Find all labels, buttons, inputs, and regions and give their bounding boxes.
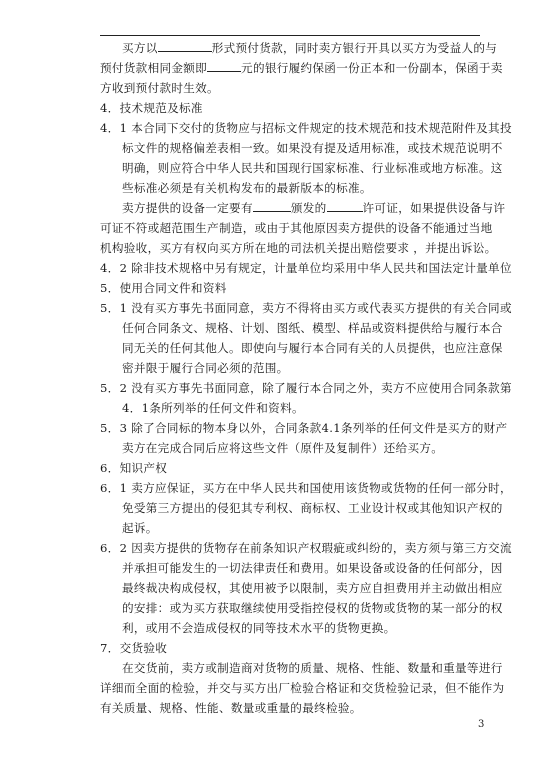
fill-blank	[207, 60, 241, 72]
paragraph-line: 可证不符或超范围生产制造，或由于其他原因卖方提供的设备不能通过当地	[100, 221, 493, 235]
paragraph-line: 预付货款相同金额即 元的银行履约保函一份正本和一份副本，保函于卖	[100, 61, 503, 75]
clause-line: 最终裁决构成侵权，其使用被予以限制，卖方应自担费用并主动做出相应	[122, 581, 503, 595]
clause-line: 5．1 没有买方事先书面同意，卖方不得将由买方或代表买方提供的有关合同或	[100, 301, 512, 315]
clause-line: 密并限于履行合同必须的范围。	[122, 361, 289, 375]
section-heading: 6．知识产权	[100, 461, 168, 475]
clause-line: 些标准必须是有关机构发布的最新版本的标准。	[122, 181, 372, 195]
section-heading: 5．使用合同文件和资料	[100, 281, 227, 295]
section-heading: 4．技术规范及标准	[100, 101, 203, 115]
fill-blank	[327, 200, 363, 212]
clause-line: 标文件的规格偏差表相一致。如果没有提及适用标准，或技术规范说明不	[122, 141, 503, 155]
clause-line: 5．3 除了合同标的物本身以外，合同条款4.1条列举的任何文件是买方的财产	[100, 421, 508, 435]
clause-line: 6．2 因卖方提供的货物存在前条知识产权瑕疵或纠纷的，卖方须与第三方交流	[100, 541, 512, 555]
clause-line: 4．1条所列举的任何文件和资料。	[122, 401, 304, 415]
paragraph-line: 详细而全面的检验，并交与买方出厂检验合格证和交货检验记录，但不能作为	[100, 681, 505, 695]
clause-line: 卖方在完成合同后应将这些文件（原件及复制件）还给买方。	[122, 441, 444, 455]
fill-blank	[158, 40, 212, 52]
paragraph-line: 买方以 形式预付货款，同时卖方银行开具以买方为受益人的与	[122, 41, 498, 55]
paragraph-line: 机构验收，买方有权向买方所在地的司法机关提出赔偿要求 ，并提出诉讼。	[100, 241, 497, 255]
paragraph-line: 有关质量、规格、性能、数量或重量的最终检验。	[100, 701, 362, 715]
section-heading: 7．交货验收	[100, 641, 168, 655]
paragraph-line: 卖方提供的设备一定要有 颁发的 许可证，如果提供设备与许	[122, 201, 506, 215]
clause-line: 并承担可能发生的一切法律责任和费用。如果设备或设备的任何部分，因	[122, 561, 503, 575]
fill-blank	[253, 200, 291, 212]
page-number: 3	[478, 719, 485, 730]
clause-line: 利，或用不会造成侵权的同等技术水平的货物更换。	[122, 621, 396, 635]
clause-line: 同无关的任何其他人。即使向与履行本合同有关的人员提供，也应注意保	[122, 341, 503, 355]
clause-line: 免受第三方提出的侵犯其专利权、商标权、工业设计权或其他知识产权的	[122, 501, 503, 515]
clause-line: 任何合同条文、规格、计划、图纸、模型、样品或资料提供给与履行本合	[122, 321, 503, 335]
clause-line: 6．1 卖方应保证，买方在中华人民共和国使用该货物或货物的任何一部分时，	[100, 481, 512, 495]
paragraph-line: 方收到预付款时生效。	[100, 81, 219, 95]
clause-line: 起诉。	[122, 521, 158, 535]
header-rule	[100, 35, 480, 36]
clause-line: 4．2 除非技术规格中另有规定，计量单位均采用中华人民共和国法定计量单位	[100, 261, 512, 275]
clause-line: 明确，则应符合中华人民共和国现行国家标准、行业标准或地方标准。这	[122, 161, 503, 175]
clause-line: 5．2 没有买方事先书面同意，除了履行本合同之外，卖方不应使用合同条款第	[100, 381, 512, 395]
paragraph-line: 在交货前，卖方或制造商对货物的质量、规格、性能、数量和重量等进行	[122, 661, 503, 675]
clause-line: 4．1 本合同下交付的货物应与招标文件规定的技术规范和技术规范附件及其投	[100, 121, 512, 135]
clause-line: 的安排：或为买方获取继续使用受指控侵权的货物或货物的某一部分的权	[122, 601, 503, 615]
